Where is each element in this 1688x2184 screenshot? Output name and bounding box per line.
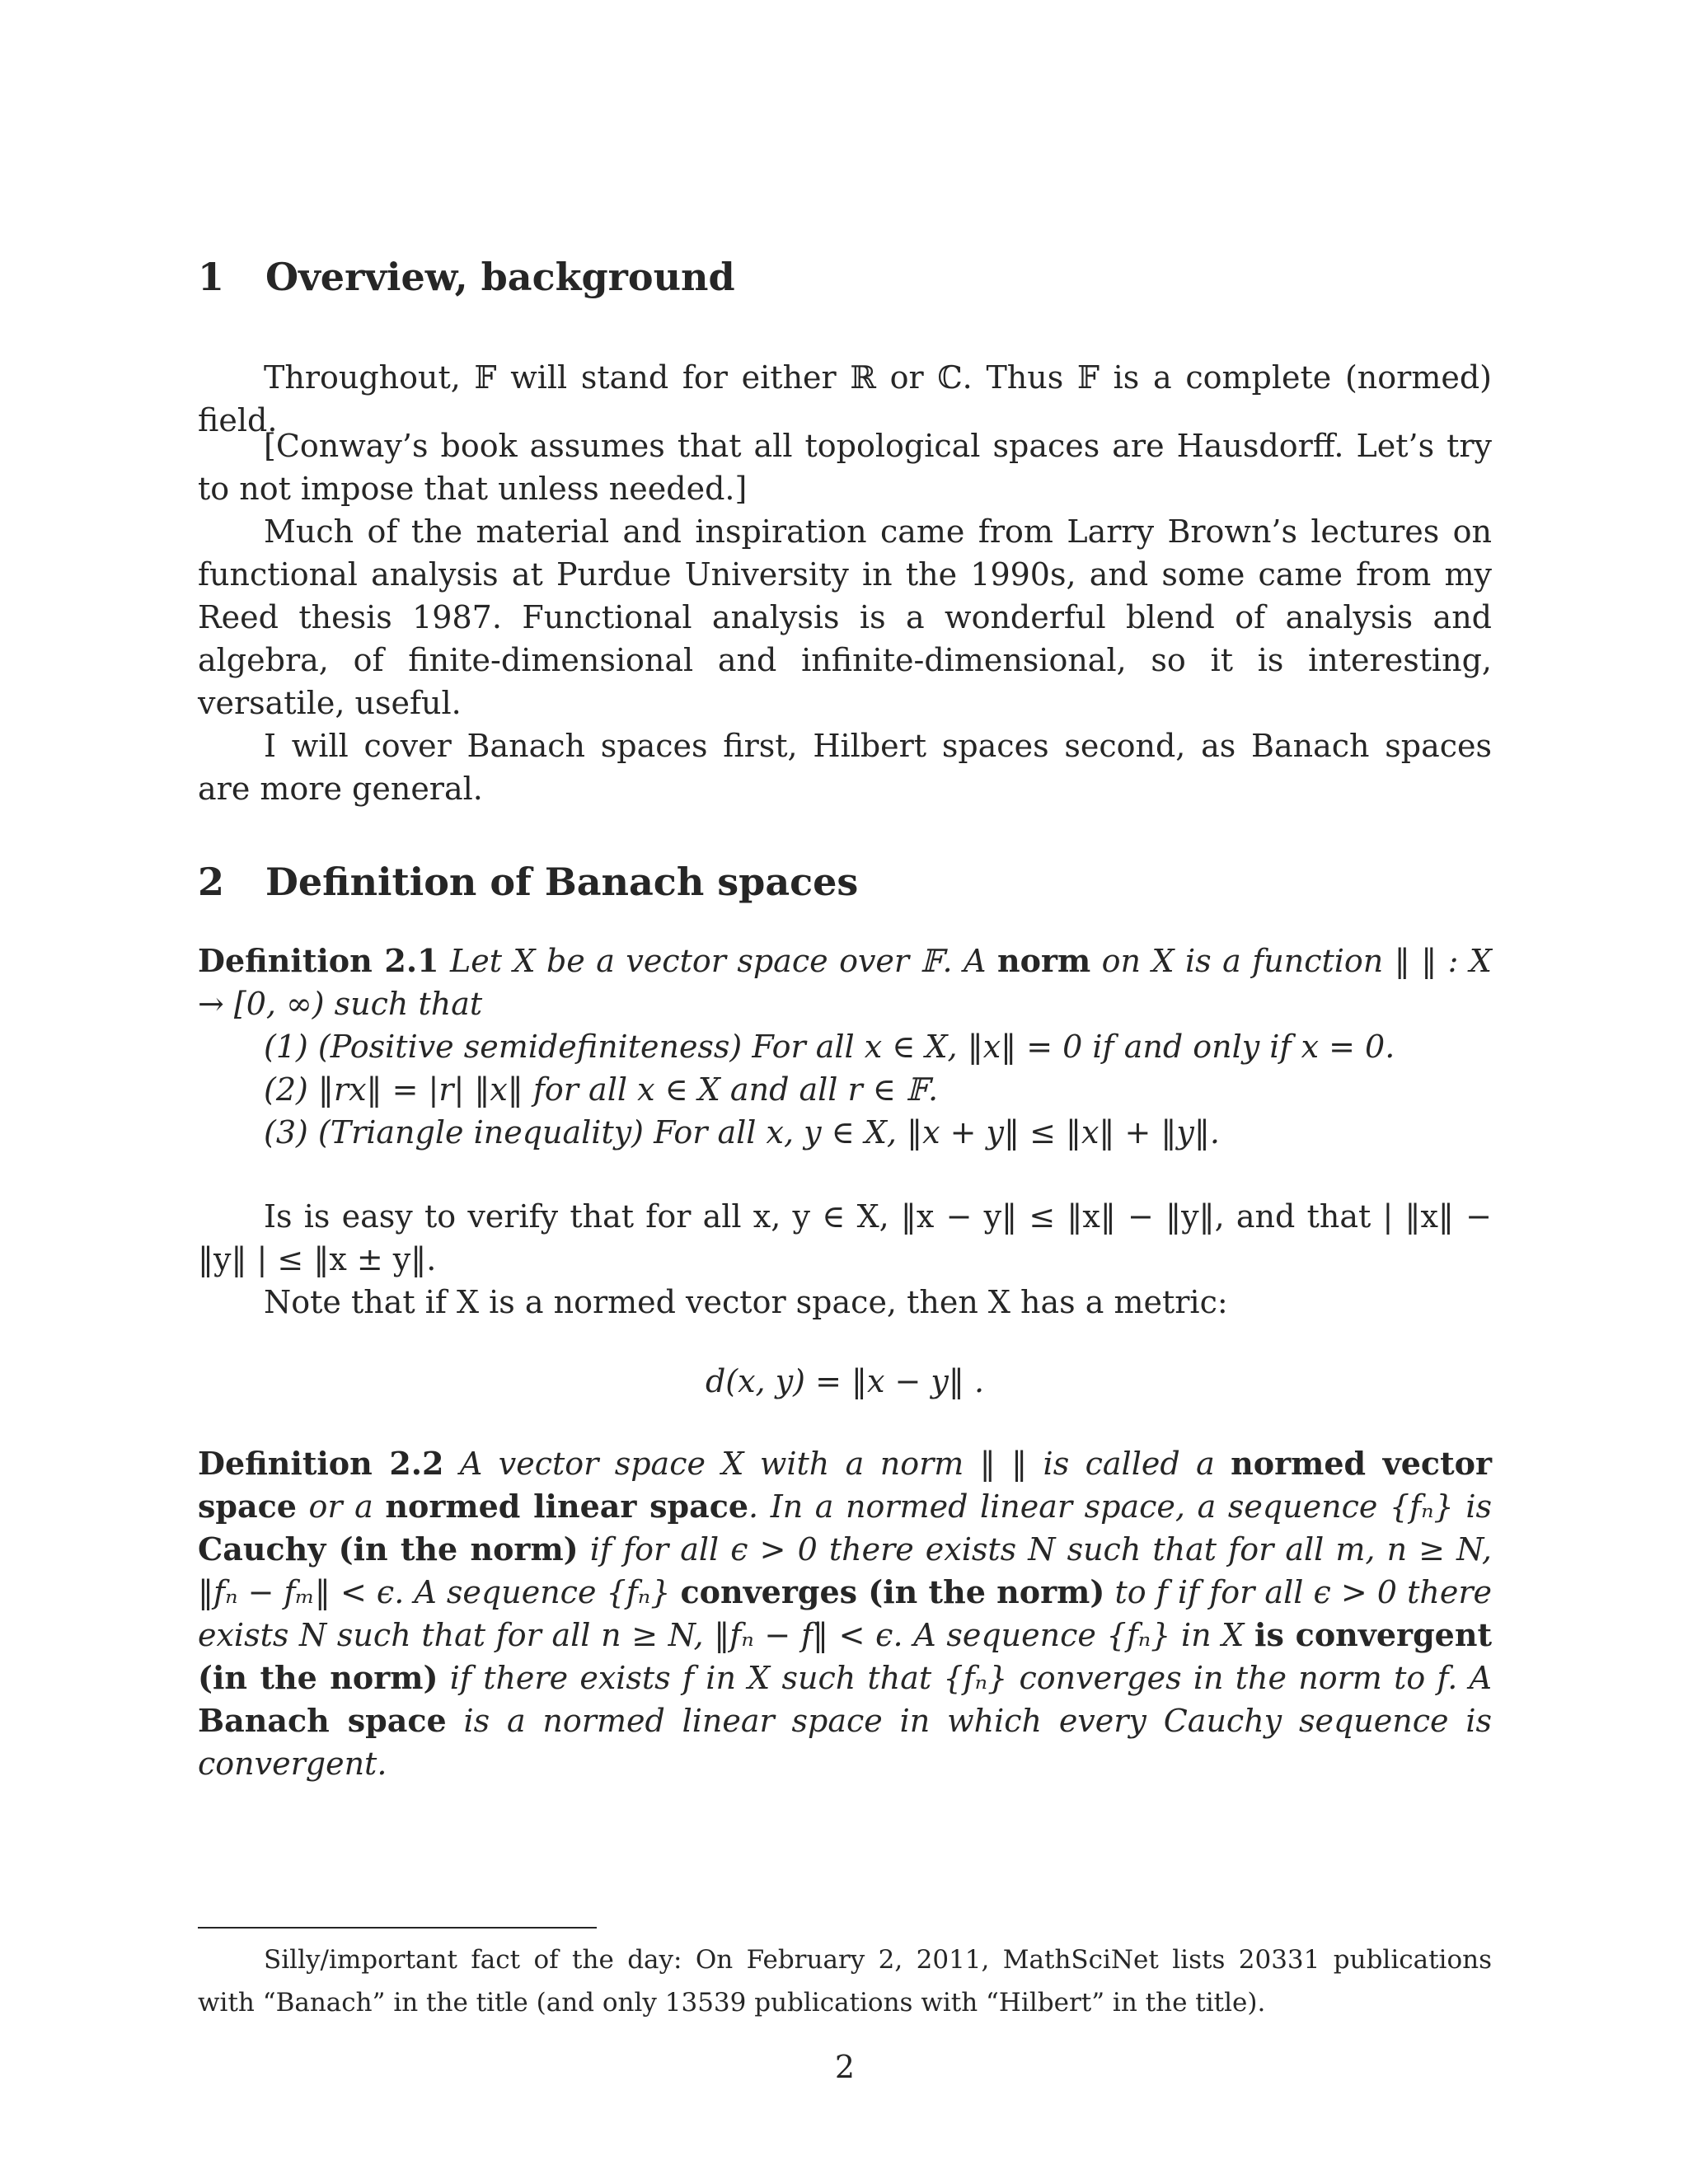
section-2-number: 2 (198, 860, 225, 904)
definition-2-1-label: Definition 2.1 (198, 942, 439, 979)
metric-paragraph: Note that if X is a normed vector space, then X has a metric: (264, 1284, 1228, 1320)
overview-block (198, 424, 1492, 810)
section-1-heading (198, 252, 735, 302)
overview-paragraph-3: Much of the material and inspiration came from Larry Brown’s lectures on functional analysis at Purdue University in the 1990s, and some came from my Reed thesis 1987. Functional analysis is a wonderful blend of analysis and algebra, of finite-dimensional and infinite-dimensional, so it is interesting, versatile, useful. (198, 513, 1492, 721)
section-1-number: 1 (198, 255, 225, 299)
term-cauchy: Cauchy (in the norm) (198, 1530, 579, 1568)
definition-2-2: Definition 2.2 A vector space X with a norm ‖ ‖ is called a normed vector space or a normed linear space. In a normed linear space, a sequence {fₙ} is Cauchy (in the norm) if for all ϵ > 0 there exists N such that for all m, n ≥ N, ‖fₙ − fₘ‖ < ϵ. A sequence {fₙ} converges (in the norm) to f if for all ϵ > 0 there exists N such that for all n ≥ N, ‖fₙ − f‖ < ϵ. A sequence {fₙ} in X is convergent (in the norm) if there exists f in X such that {fₙ} converges in the norm to f. A Banach space is a normed linear space in which every Cauchy sequence is convergent. (198, 1445, 1492, 1782)
overview-paragraph-1: Throughout, 𝔽 will stand for either ℝ or ℂ. Thus 𝔽 is a complete (normed) field. (198, 359, 1492, 438)
page-number: 2 (834, 2049, 856, 2085)
definition-item-1: (1) (Positive semidefiniteness) For all x ∈ X, ‖x‖ = 0 if and only if x = 0. (264, 1029, 1395, 1065)
section-1-title: Overview, background (265, 255, 735, 299)
section-2-title: Definition of Banach spaces (265, 860, 859, 904)
overview-paragraph-4: I will cover Banach spaces first, Hilbert spaces second, as Banach spaces are more general. (198, 728, 1492, 807)
term-is-convergent: is convergent (in the norm) (198, 1616, 1492, 1696)
definition-2-2-label: Definition 2.2 (198, 1445, 444, 1482)
norm-term: norm (996, 942, 1091, 979)
post-definition-block (198, 1195, 1492, 1324)
term-normed-linear-space: normed linear space (385, 1488, 749, 1525)
term-converges: converges (in the norm) (680, 1573, 1105, 1610)
definition-2-1: Definition 2.1 Let X be a vector space over 𝔽. A norm on X is a function ‖ ‖ : X → [0, ∞) such that (1) (Positive semidefiniteness) For all x ∈ X, ‖x‖ = 0 if and only if x = 0. (2) ‖rx‖ = |r| ‖x‖ for all x ∈ X and all r ∈ 𝔽. (3) (Triangle inequality) For all x, y ∈ X, ‖x + y‖ ≤ ‖x‖ + ‖y‖. (198, 940, 1492, 1154)
metric-display-equation: d(x, y) = ‖x − y‖ . (705, 1363, 985, 1399)
section-2-heading (198, 857, 858, 907)
page (198, 0, 1492, 2184)
term-normed-vector-space: normed vector space (198, 1445, 1492, 1525)
verification-paragraph: Is is easy to verify that for all x, y ∈ X, ‖x − y‖ ≤ ‖x‖ − ‖y‖, and that | ‖x‖ − ‖y‖ | ≤ ‖x ± y‖. (198, 1198, 1492, 1277)
definition-item-2: (2) ‖rx‖ = |r| ‖x‖ for all x ∈ X and all r ∈ 𝔽. (264, 1071, 939, 1108)
definition-item-3: (3) (Triangle inequality) For all x, y ∈ X, ‖x + y‖ ≤ ‖x‖ + ‖y‖. (264, 1114, 1220, 1151)
term-banach-space: Banach space (198, 1702, 447, 1739)
footnote: Silly/important fact of the day: On February 2, 2011, MathSciNet lists 20331 publications with “Banach” in the title (and only 13539 publications with “Hilbert” in the title). (198, 1945, 1492, 2018)
footnote-rule (198, 1927, 597, 1929)
overview-paragraph-2: [Conway’s book assumes that all topological spaces are Hausdorff. Let’s try to not impose that unless needed.] (198, 428, 1492, 507)
